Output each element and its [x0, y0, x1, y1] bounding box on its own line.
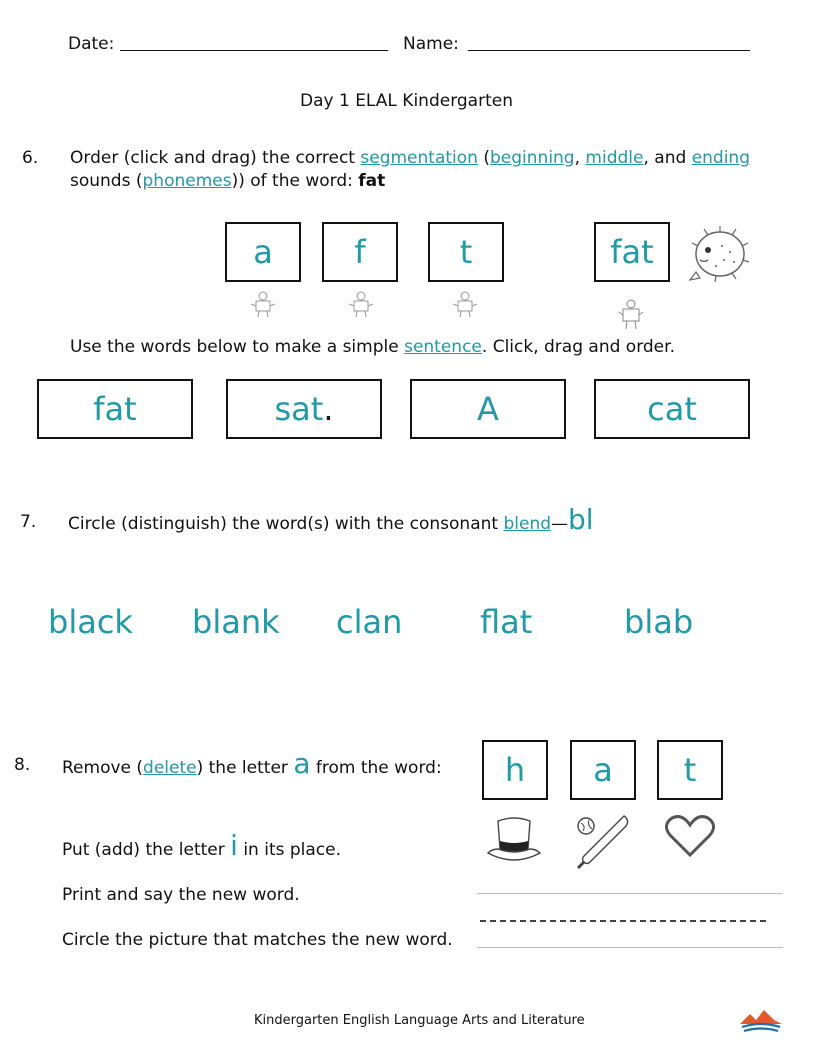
- word-tile-text: sat: [274, 390, 324, 428]
- q6-sounds-text: sounds (: [70, 171, 143, 191]
- circle-prompt: Circle the picture that matches the new word.: [62, 930, 453, 950]
- answer-word-tile: fat: [594, 222, 670, 282]
- sentence-prompt-text: Use the words below to make a simple: [70, 337, 405, 357]
- letter-tile-h[interactable]: h: [482, 740, 548, 800]
- print-prompt: Print and say the new word.: [62, 885, 300, 905]
- word-tile-fat[interactable]: [37, 379, 193, 439]
- q8-prompt: [62, 748, 442, 784]
- q6-prompt-line2: [70, 171, 385, 191]
- word-tile-cat[interactable]: [594, 379, 750, 439]
- footer-text: Kindergarten English Language Arts and Literature: [254, 1013, 585, 1028]
- q6-paren: (: [477, 148, 490, 168]
- pufferfish-icon: [686, 222, 752, 286]
- q7-dash: —: [551, 514, 569, 534]
- delete-link[interactable]: delete: [143, 758, 197, 778]
- letter-tile-t[interactable]: t: [657, 740, 723, 800]
- q6-number: 6.: [22, 148, 39, 168]
- date-field[interactable]: [120, 32, 388, 51]
- middle-link[interactable]: middle: [585, 148, 644, 168]
- phoneme-tile-t[interactable]: t: [428, 222, 504, 282]
- q8-add-end: in its place.: [237, 840, 342, 860]
- q7-blend-letters: bl: [568, 503, 594, 536]
- q7-prompt: [68, 504, 594, 540]
- beginning-link[interactable]: beginning: [490, 148, 575, 168]
- word-option-flat[interactable]: flat: [480, 603, 533, 641]
- robot-figure-icon-1: [248, 290, 278, 320]
- ending-link[interactable]: ending: [691, 148, 751, 168]
- q8-prompt-end: from the word:: [310, 758, 442, 778]
- page-title: Day 1 ELAL Kindergarten: [300, 91, 513, 111]
- word-tile-text: cat: [647, 390, 697, 428]
- q8-letter-add: i: [230, 829, 238, 862]
- word-option-clan[interactable]: clan: [336, 603, 403, 641]
- word-tile-sat[interactable]: [226, 379, 382, 439]
- q6-word-label: )) of the word:: [231, 171, 359, 191]
- writing-mid-dashed-line: [480, 920, 766, 922]
- writing-top-line: [477, 893, 783, 894]
- q6-prompt-line1: [70, 148, 750, 168]
- name-label: Name:: [403, 34, 459, 54]
- q6-prompt-text: Order (click and drag) the correct: [70, 148, 361, 168]
- q7-number: 7.: [20, 512, 37, 532]
- word-option-blank[interactable]: blank: [192, 603, 280, 641]
- q8-prompt-mid: ) the letter: [196, 758, 294, 778]
- q6-and: , and: [643, 148, 692, 168]
- word-option-blab[interactable]: blab: [624, 603, 694, 641]
- q8-letter-remove: a: [293, 747, 311, 780]
- sentence-prompt-end: . Click, drag and order.: [481, 337, 675, 357]
- q8-number: 8.: [14, 755, 31, 775]
- segmentation-link[interactable]: segmentation: [360, 148, 478, 168]
- sentence-link[interactable]: sentence: [404, 337, 482, 357]
- phonemes-link[interactable]: phonemes: [142, 171, 232, 191]
- bat-icon[interactable]: [574, 812, 632, 870]
- q8-add-prompt: [62, 830, 341, 866]
- robot-figure-icon-4: [616, 298, 646, 332]
- q8-prompt-text: Remove (: [62, 758, 144, 778]
- word-option-black[interactable]: black: [48, 603, 133, 641]
- q6-target-word: fat: [358, 171, 386, 191]
- robot-figure-icon-3: [450, 290, 480, 320]
- sentence-prompt: [70, 337, 675, 357]
- blend-link[interactable]: blend: [503, 514, 552, 534]
- robot-figure-icon-2: [346, 290, 376, 320]
- q6-comma: ,: [574, 148, 586, 168]
- word-tile-a[interactable]: [410, 379, 566, 439]
- name-field[interactable]: [468, 32, 750, 51]
- phoneme-tile-a[interactable]: a: [225, 222, 301, 282]
- phoneme-tile-f[interactable]: f: [322, 222, 398, 282]
- q8-add-text: Put (add) the letter: [62, 840, 231, 860]
- date-label: Date:: [68, 34, 115, 54]
- word-tile-text: A: [477, 390, 499, 428]
- heart-icon[interactable]: [664, 813, 716, 859]
- letter-tile-a[interactable]: a: [570, 740, 636, 800]
- word-tile-text: fat: [93, 390, 137, 428]
- word-tile-period: .: [323, 390, 334, 428]
- q7-prompt-text: Circle (distinguish) the word(s) with the consonant: [68, 514, 504, 534]
- writing-base-line[interactable]: [477, 947, 783, 948]
- hat-icon[interactable]: [486, 815, 542, 865]
- mountain-logo-icon: [740, 1008, 782, 1034]
